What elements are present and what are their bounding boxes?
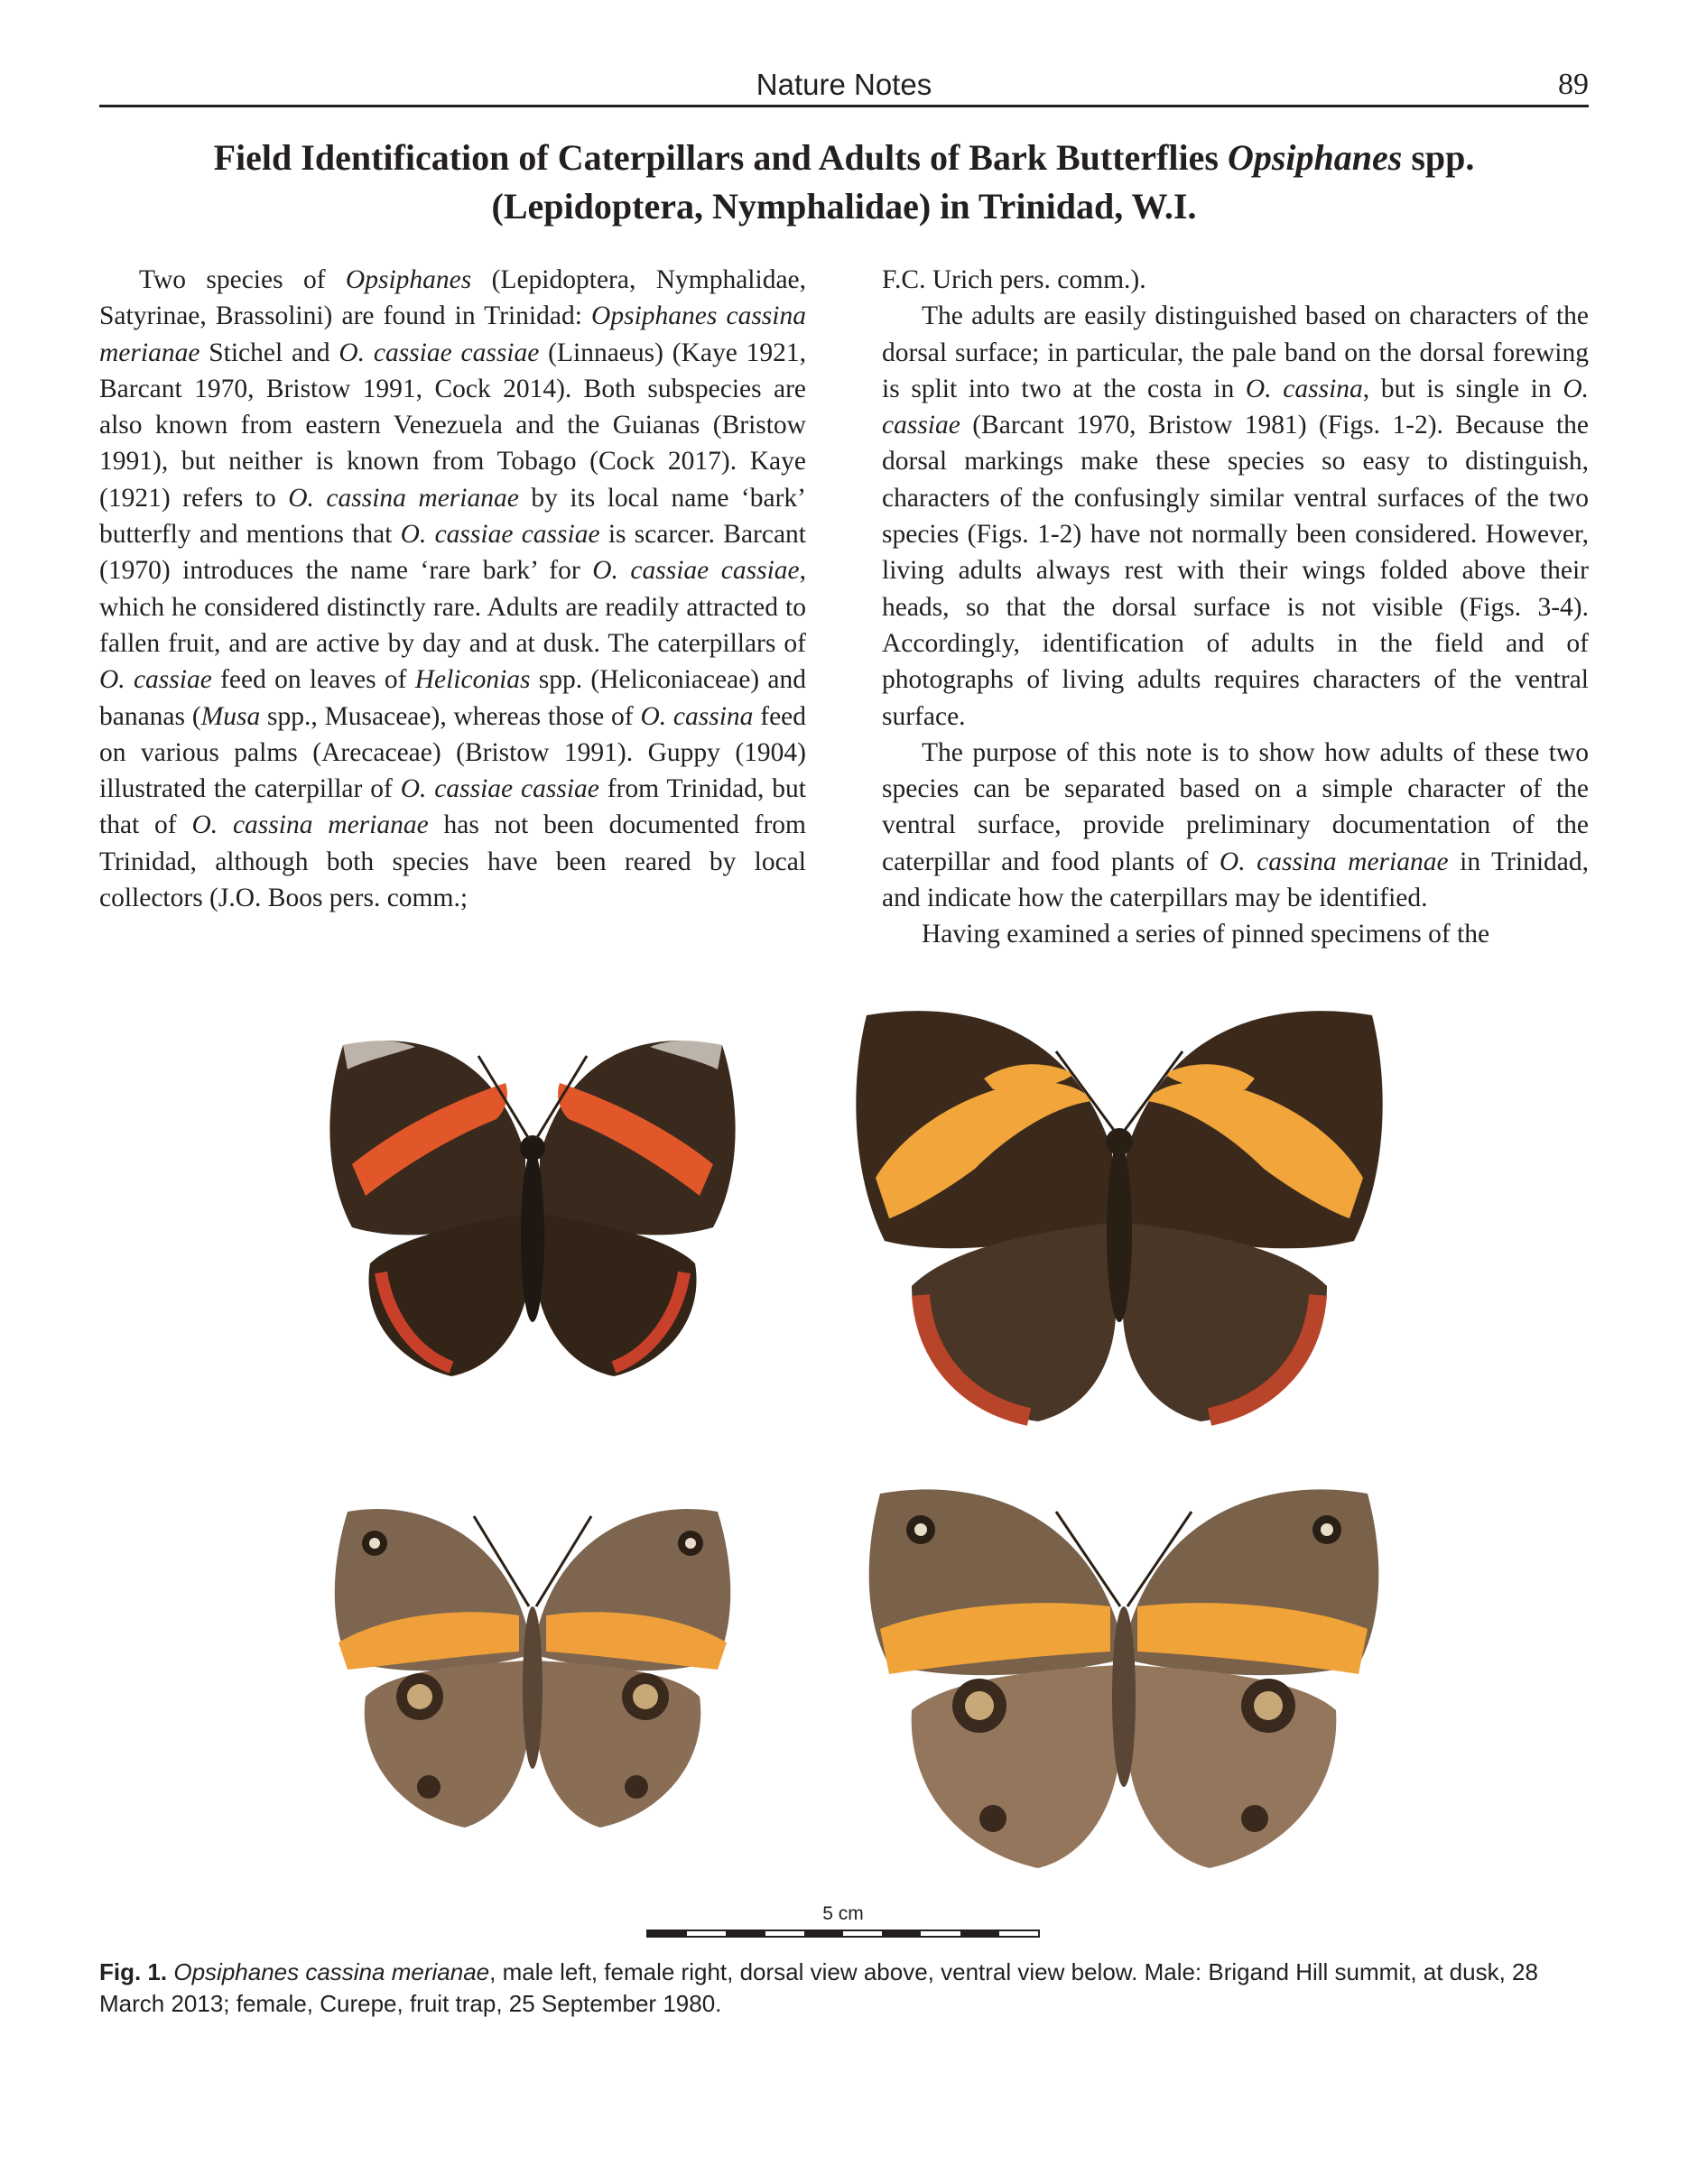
paragraph: The purpose of this note is to show how adults of these two species can be separated based on a simple character of the ventral surface, provide preliminary documentation of the caterpillar and food plants of O. cassina merianae in Trinidad, and indicate how the caterpillars may be identified. [882, 737, 1589, 913]
female-dorsal-specimen [849, 997, 1390, 1439]
article-title [99, 134, 1589, 231]
figure-1-photographs [298, 984, 1426, 1895]
title-text: Field Identification of Caterpillars and Adults of Bark Butterflies [213, 137, 1228, 178]
figure-caption [99, 1957, 1589, 2020]
paragraph: Having examined a series of pinned specimens of the [922, 920, 1490, 949]
paragraph-continued: F.C. Urich pers. comm.). [882, 265, 1146, 294]
caption-label: Fig. 1. [99, 1958, 168, 1985]
male-ventral-specimen [320, 1489, 745, 1850]
caption-species: Opsiphanes cassina merianae [173, 1958, 490, 1985]
paragraph: Two species of Opsiphanes (Lepidoptera, Nymphalidae, Satyrinae, Brassolini) are found in Trinidad: Opsiphanes cassina merianae Stichel and O. cassiae cassiae (Linnaeus) (Kaye 1921, Barcant 1970, Bristow 1991, Cock 2014). Both subspecies are also known from eastern Venezuela and the Guianas (Bristow 1991), but neither is known from Tobago (Cock 2017). Kaye (1921) refers to O. cassina merianae by its local name ‘bark’ butterfly and mentions that O. cassiae cassiae is scarcer. Barcant (1970) introduces the name ‘rare bark’ for O. cassiae cassiae, which he considered distinctly rare. Adults are readily attracted to fallen fruit, and are active by day and at dusk. The caterpillars of O. cassiae feed on leaves of Heliconias spp. (Heliconiaceae) and bananas (Musa spp., Musaceae), whereas those of O. cassina feed on various palms (Arecaceae) (Bristow 1991). Guppy (1904) illustrated the caterpillar of O. cassiae cassiae from Trinidad, but that of O. cassina merianae has not been documented from Trinidad, although both species have been reared by local collectors (J.O. Boos pers. comm.; [99, 265, 807, 913]
title-line-1 [99, 134, 1589, 182]
title-line-2: (Lepidoptera, Nymphalidae) in Trinidad, W.I. [491, 186, 1197, 227]
title-text-end: spp. [1402, 137, 1475, 178]
right-column [882, 262, 1589, 953]
male-dorsal-specimen [316, 1020, 749, 1408]
left-column [99, 262, 806, 916]
title-genus: Opsiphanes [1227, 137, 1403, 178]
scale-bar [646, 1902, 1040, 1957]
running-head [99, 67, 1589, 107]
page-number: 89 [1558, 68, 1589, 101]
scale-bar-graphic [646, 1930, 1040, 1938]
scale-bar-label: 5 cm [822, 1903, 864, 1924]
running-head-section: Nature Notes [756, 68, 932, 101]
caption-text: , male left, female right, dorsal view above, ventral view below. Male: Brigand Hill summit, at dusk, 28 March 2013; female, Curepe, fruit trap, 25 September 1980. [99, 1958, 1538, 2017]
female-ventral-specimen [858, 1471, 1390, 1886]
paragraph: The adults are easily distinguished based on characters of the dorsal surface; in particular, the pale band on the dorsal forewing is split into two at the costa in O. cassina, but is single in O. cassiae (Barcant 1970, Bristow 1981) (Figs. 1-2). Because the dorsal markings make these species so easy to distinguish, characters of the confusingly similar ventral surfaces of the two species (Figs. 1-2) have not normally been considered. However, living adults always rest with their wings folded above their heads, so that the dorsal surface is not visible (Figs. 3-4). Accordingly, identification of adults in the field and of photographs of living adults requires characters of the ventral surface. [882, 301, 1589, 731]
